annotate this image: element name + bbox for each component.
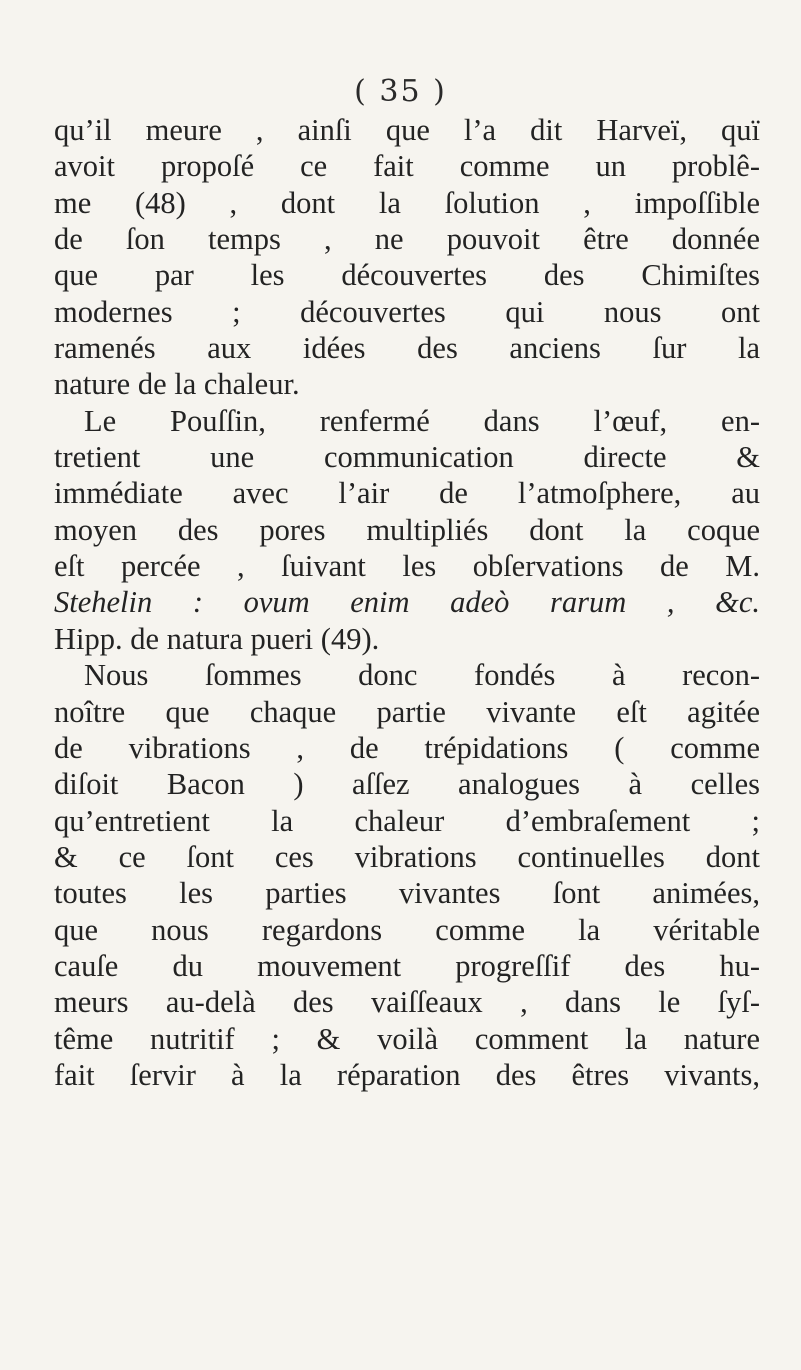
text-line: qu’entretient la chaleur d’embraſement ; <box>54 803 760 838</box>
text-line: Hipp. de natura pueri (49). <box>54 621 380 656</box>
text-line: noître que chaque partie vivante eſt agitée <box>54 694 760 729</box>
body-text <box>54 112 760 1093</box>
text-line: toutes les parties vivantes ſont animées, <box>54 876 760 911</box>
text-line: que par les découvertes des Chimiſtes <box>54 258 760 293</box>
text-line: ramenés aux idées des anciens ſur la <box>54 331 760 366</box>
text-line: eſt percée , ſuivant les obſervations de M. <box>54 549 760 584</box>
text-line: & ce ſont ces vibrations continuelles dont <box>54 839 760 874</box>
text-line: meurs au-delà des vaiſſeaux , dans le ſyſ- <box>54 985 760 1020</box>
text-line: Nous ſommes donc fondés à recon- <box>84 658 760 693</box>
text-line: fait ſervir à la réparation des êtres vivants, <box>54 1057 760 1092</box>
text-line: immédiate avec l’air de l’atmoſphere, au <box>54 476 760 511</box>
text-line: de ſon temps , ne pouvoit être donnée <box>54 222 760 257</box>
text-line: de vibrations , de trépidations ( comme <box>54 730 760 765</box>
text-line: tretient une communication directe & <box>54 440 760 475</box>
text-line: nature de la chaleur. <box>54 367 300 402</box>
text-line: que nous regardons comme la véritable <box>54 912 760 947</box>
text-line: diſoit Bacon ) aſſez analogues à celles <box>54 767 760 802</box>
text-line: qu’il meure , ainſi que l’a dit Harveï, quï <box>54 113 760 147</box>
text-line: cauſe du mouvement progreſſif des hu- <box>54 948 760 983</box>
text-line: tême nutritif ; & voilà comment la nature <box>54 1021 760 1056</box>
text-line: moyen des pores multipliés dont la coque <box>54 512 760 547</box>
text-line-italic: Stehelin : ovum enim adeò rarum , &c. <box>54 585 760 620</box>
text-line: modernes ; découvertes qui nous ont <box>54 294 760 329</box>
text-line: Le Pouſſin, renfermé dans l’œuf, en- <box>84 403 760 438</box>
text-line: me (48) , dont la ſolution , impoſſible <box>54 185 760 220</box>
text-line: avoit propoſé ce fait comme un problê- <box>54 149 760 184</box>
page-number: ( 35 ) <box>354 74 447 109</box>
